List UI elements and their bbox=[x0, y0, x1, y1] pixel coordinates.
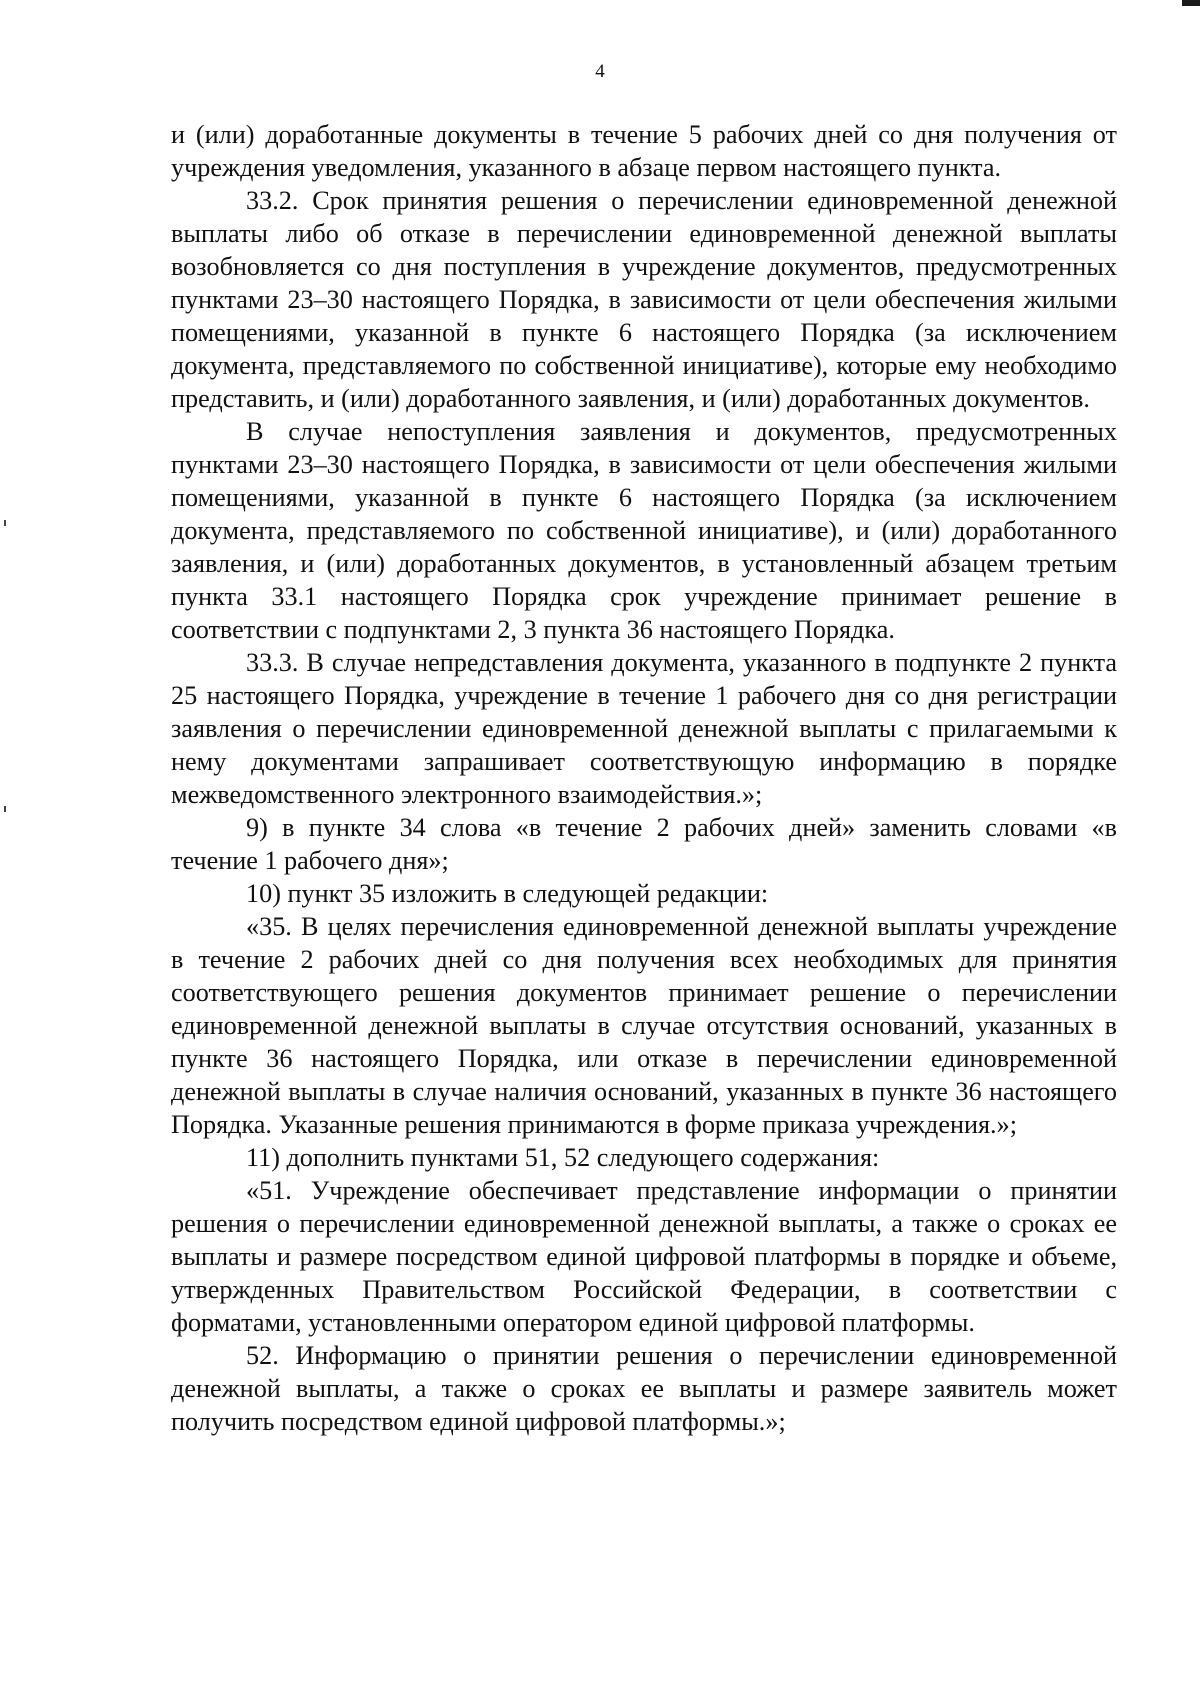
scan-corner-mark bbox=[1182, 0, 1200, 6]
paragraph-33-3: 33.3. В случае непредставления документа, указанного в подпункте 2 пункта 25 настоящего Порядка, учреждение в течение 1 рабочего дня со дня регистрации заявления о перечислении единовременной денежной выплаты с прилагаемыми к нему документами запрашивает соответствующую информацию в порядке межведомственного электронного взаимодействия.»; bbox=[171, 648, 1117, 809]
scan-edge-mark bbox=[4, 806, 6, 812]
document-body bbox=[171, 118, 1117, 1438]
paragraph-item-10: 10) пункт 35 изложить в следующей редакции: bbox=[246, 879, 769, 908]
paragraph-1: и (или) доработанные документы в течение 5 рабочих дней со дня получения от учреждения уведомления, указанного в абзаце первом настоящего пункта. bbox=[171, 120, 1117, 182]
scan-edge-mark bbox=[4, 520, 6, 526]
paragraph-item-9: 9) в пункте 34 слова «в течение 2 рабочих дней» заменить словами «в течение 1 рабочего дня»; bbox=[171, 813, 1117, 875]
paragraph-52: 52. Информацию о принятии решения о перечислении единовременной денежной выплаты, а также о сроках ее выплаты и размере заявитель может получить посредством единой цифровой платформы.»; bbox=[171, 1341, 1117, 1436]
paragraph-non-receipt: В случае непоступления заявления и документов, предусмотренных пунктами 23–30 настоящего Порядка, в зависимости от цели обеспечения жилыми помещениями, указанной в пункте 6 настоящего Порядка (за исключением документа, представляемого по собственной инициативе), и (или) доработанного заявления, и (или) доработанных документов, в установленный абзацем третьим пункта 33.1 настоящего Порядка срок учреждение принимает решение в соответствии с подпунктами 2, 3 пункта 36 настоящего Порядка. bbox=[171, 417, 1117, 644]
paragraph-35: «35. В целях перечисления единовременной денежной выплаты учреждение в течение 2 рабочих дней со дня получения всех необходимых для принятия соответствующего решения документов принимает решение о перечислении единовременной денежной выплаты в случае отсутствия оснований, указанных в пункте 36 настоящего Порядка, или отказе в перечислении единовременной денежной выплаты в случае наличия оснований, указанных в пункте 36 настоящего Порядка. Указанные решения принимаются в форме приказа учреждения.»; bbox=[171, 912, 1117, 1139]
page-number: 4 bbox=[595, 61, 605, 82]
paragraph-33-2: 33.2. Срок принятия решения о перечислении единовременной денежной выплаты либо об отказе в перечислении единовременной денежной выплаты возобновляется со дня поступления в учреждение документов, предусмотренных пунктами 23–30 настоящего Порядка, в зависимости от цели обеспечения жилыми помещениями, указанной в пункте 6 настоящего Порядка (за исключением документа, представляемого по собственной инициативе), которые ему необходимо представить, и (или) доработанного заявления, и (или) доработанных документов. bbox=[171, 186, 1117, 413]
paragraph-item-11: 11) дополнить пунктами 51, 52 следующего содержания: bbox=[246, 1143, 880, 1172]
paragraph-51: «51. Учреждение обеспечивает представление информации о принятии решения о перечислении единовременной денежной выплаты, а также о сроках ее выплаты и размере посредством единой цифровой платформы в порядке и объеме, утвержденных Правительством Российской Федерации, в соответствии с форматами, установленными оператором единой цифровой платформы. bbox=[171, 1176, 1117, 1337]
